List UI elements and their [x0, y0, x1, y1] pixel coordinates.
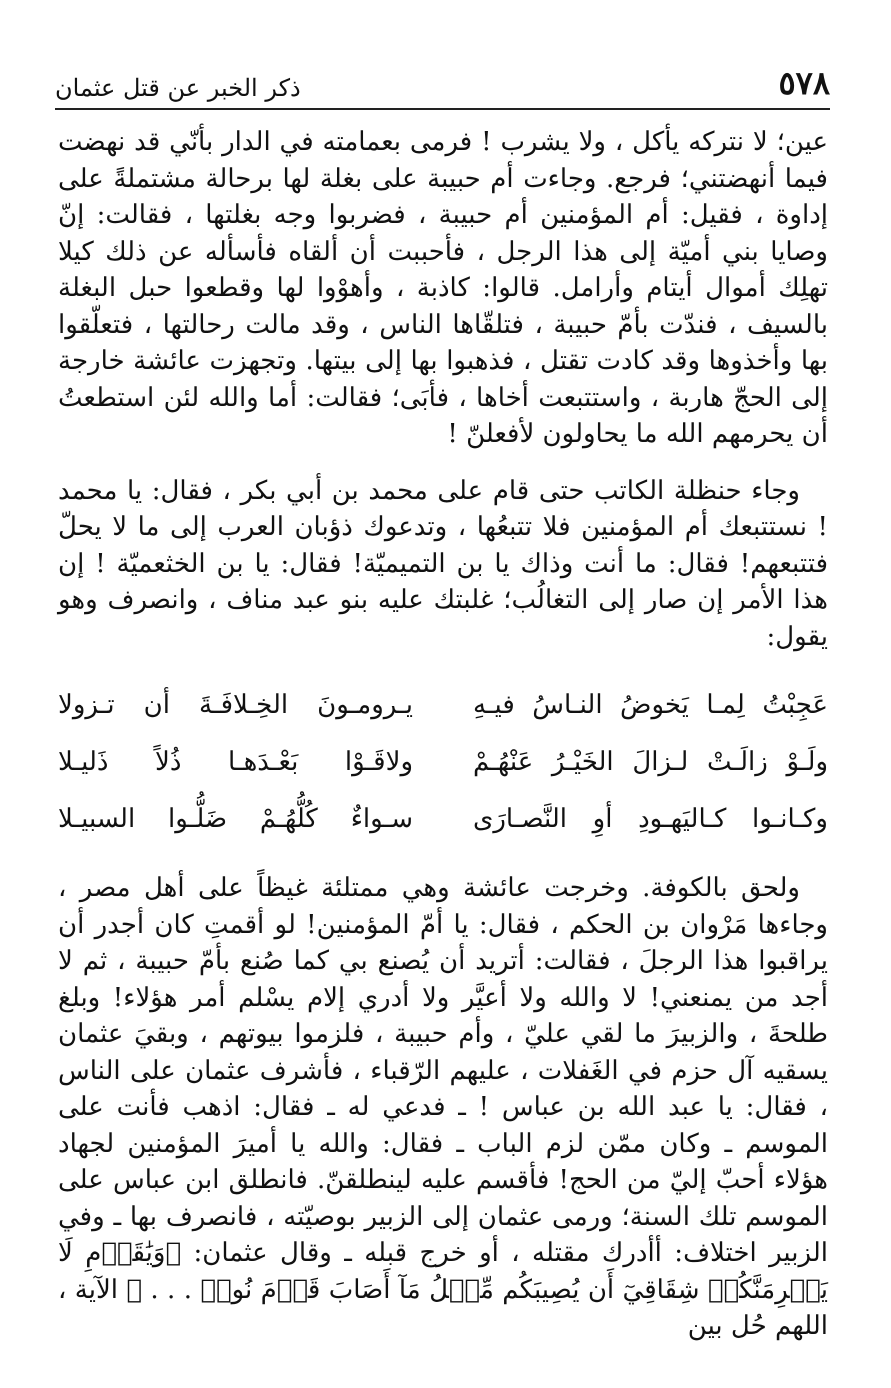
header-rule	[55, 108, 830, 110]
page-header	[55, 60, 830, 102]
poem-verse	[58, 677, 828, 734]
verse-first-hemistich: ولَـوْ زالَـتْ لـزالَ الخَيْـرُ عَنْهُـمْ	[473, 747, 828, 778]
page-number: ٥٧٨	[778, 64, 830, 102]
paragraph: ولحق بالكوفة. وخرجت عائشة وهي ممتلئة غيظاً على أهل مصر ، وجاءها مَرْوان بن الحكم ، فقال: يا أمّ المؤمنين! لو أقمتِ كان أجدر أن يراقبوا هذا الرجلَ ، فقالت: أتريد أن يُصنع بي كما صُنع بأمّ حبيبة ، ثم لا أجد من يمنعني! لا والله ولا أعيَّر ولا أدري إلام يسْلم أمر هؤلاء! وبلغ طلحةَ ، والزبيرَ ما لقي عليّ ، وأم حبيبة ، فلزموا بيوتهم ، وبقيَ عثمان يسقيه آل حزم في الغَفلات ، عليهم الرّقباء ، فأشرف عثمان على الناس ، فقال: يا عبد الله بن عباس ! ـ فدعي له ـ فقال: اذهب فأنت على الموسم ـ وكان ممّن لزم الباب ـ فقال: والله يا أميرَ المؤمنين لجهاد هؤلاء أحبّ إليّ من الحج! فأقسم عليه لينطلقنّ. فانطلق ابن عباس على الموسم تلك السنة؛ ورمى عثمان إلى الزبير بوصيّته ، فانصرف بها ـ وفي الزبير اختلاف: أأدرك مقتله ، أو خرج قبله ـ وقال عثمان: ﴿وَيَٰقَوۡمِ لَا يَجۡرِمَنَّكُمۡ شِقَاقِيٓ أَن يُصِيبَكُم مِّثۡلُ مَآ أَصَابَ قَوۡمَ نُوحٖ . . . ﴾ الآية ، اللهم حُل بين	[58, 873, 828, 1341]
verse-second-hemistich: سـواءٌ كُلُّهُـمْ ضَلُّـوا السبيـلا	[58, 804, 413, 835]
poem	[58, 677, 828, 848]
verse-second-hemistich: يـرومـونَ الخِـلافَـةَ أن تـزولا	[58, 690, 413, 721]
poem-verse	[58, 734, 828, 791]
verse-first-hemistich: وكـانـوا كـاليَهـودِ أوِ النَّصـارَى	[473, 804, 828, 835]
main-text	[58, 124, 828, 1345]
running-title: ذكر الخبر عن قتل عثمان	[55, 74, 301, 102]
verse-second-hemistich: ولاقَـوْا بَعْـدَهـا ذُلاً ذَليـلا	[58, 747, 413, 778]
verse-first-hemistich: عَجِبْتُ لِمـا يَخوضُ النـاسُ فيـهِ	[473, 690, 828, 721]
paragraph: وجاء حنظلة الكاتب حتى قام على محمد بن أبي بكر ، فقال: يا محمد ! نستتبعك أم المؤمنين فلا تتبعُها ، وتدعوك ذؤبان العرب إلى ما لا يحلّ فتتبعهم! فقال: ما أنت وذاك يا بن التميميّة! فقال: يا بن الخثعميّة ! إن هذا الأمر إن صار إلى التغالُب؛ غلبتك عليه بنو عبد مناف ، وانصرف وهو يقول:	[58, 475, 828, 652]
paragraph: عين؛ لا نتركه يأكل ، ولا يشرب ! فرمى بعمامته في الدار بأنّي قد نهضت فيما أنهضتني؛ فرجع. وجاءت أم حبيبة على بغلة لها برحالة مشتملةً على إداوة ، فقيل: أم المؤمنين أم حبيبة ، فضربوا وجه بغلتها ، فقالت: إنّ وصايا بني أميّة إلى هذا الرجل ، فأحببت أن ألقاه فأسأله عن ذلك كيلا تهلِك أموال أيتام وأرامل. قالوا: كاذبة ، وأهوْوا لها وقطعوا حبل البغلة بالسيف ، فندّت بأمّ حبيبة ، فتلقّاها الناس ، وقد مالت رحالتها ، فتعلّقوا بها وأخذوها وقد كادت تقتل ، فذهبوا بها إلى بيتها. وتجهزت عائشة خارجة إلى الحجّ هاربة ، واستتبعت أخاها ، فأبَى؛ فقالت: أما والله لئن استطعتُ أن يحرمهم الله ما يحاولون لأفعلنّ !	[58, 127, 828, 449]
poem-verse	[58, 791, 828, 848]
